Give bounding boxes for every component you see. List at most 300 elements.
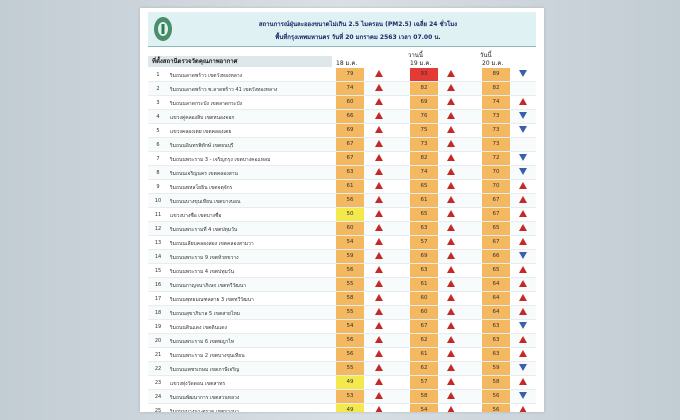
trend-up-icon	[519, 266, 527, 273]
day3-trend-cell	[512, 208, 534, 221]
day1-value-cell: 60	[336, 222, 364, 235]
trend-down-icon	[519, 154, 527, 161]
day3-value-cell: 82	[482, 82, 510, 95]
day3-value-cell: 64	[482, 306, 510, 319]
trend-up-icon	[447, 238, 455, 245]
day2-trend-cell	[440, 292, 462, 305]
station-name: ริมถนนลาดกระบัง เขตลาดกระบัง	[170, 101, 243, 107]
trend-up-icon	[375, 392, 383, 399]
day1-value-cell: 56	[336, 194, 364, 207]
trend-up-icon	[375, 350, 383, 357]
trend-down-icon	[519, 112, 527, 119]
trend-up-icon	[519, 238, 527, 245]
day1-value-cell: 50	[336, 208, 364, 221]
day2-trend-cell	[440, 96, 462, 109]
station-name: ริมถนนบางขุนเทียน เขตบางบอน	[170, 199, 241, 205]
day2-value-cell: 82	[410, 82, 438, 95]
day3-trend-cell	[512, 320, 534, 333]
day1-trend-cell	[368, 264, 390, 277]
day2-trend-cell	[440, 334, 462, 347]
day3-value-cell: 89	[482, 68, 510, 81]
trend-up-icon	[447, 196, 455, 203]
day1-trend-cell	[368, 404, 390, 412]
day2-trend-cell	[440, 222, 462, 235]
row-number: 20	[154, 338, 162, 344]
station-name: ริมถนนพระราม 6 เขตพญาไท	[170, 339, 235, 345]
row-number: 10	[154, 198, 162, 204]
day3-value-cell: 65	[482, 264, 510, 277]
day3-value-cell: 67	[482, 236, 510, 249]
row-number: 1	[156, 72, 160, 78]
day2-value-cell: 62	[410, 334, 438, 347]
trend-down-icon	[519, 392, 527, 399]
day1-value-cell: 58	[336, 292, 364, 305]
trend-up-icon	[519, 196, 527, 203]
trend-up-icon	[375, 406, 383, 412]
table-row	[148, 96, 536, 110]
table-row	[148, 166, 536, 180]
trend-up-icon	[447, 364, 455, 371]
trend-up-icon	[375, 322, 383, 329]
day2-trend-cell	[440, 82, 462, 95]
trend-down-icon	[519, 322, 527, 329]
trend-up-icon	[447, 350, 455, 357]
row-number: 21	[154, 352, 162, 358]
report-subtitle: พื้นที่กรุงเทพมหานคร วันที่ 20 มกราคม 2563 เวลา 07.00 น.	[275, 34, 441, 41]
day3-trend-cell	[512, 166, 534, 179]
day3-trend-cell	[512, 348, 534, 361]
trend-up-icon	[519, 224, 527, 231]
day1-value-cell: 49	[336, 404, 364, 412]
day2-trend-cell	[440, 180, 462, 193]
trend-up-icon	[447, 70, 455, 77]
day3-value-cell: 70	[482, 180, 510, 193]
day3-value-cell: 73	[482, 138, 510, 151]
table-row	[148, 68, 536, 82]
day2-value-cell: 60	[410, 306, 438, 319]
day1-trend-cell	[368, 194, 390, 207]
day2-trend-cell	[440, 68, 462, 81]
row-number: 17	[154, 296, 162, 302]
day1-value-cell: 53	[336, 390, 364, 403]
row-number: 4	[156, 114, 160, 120]
day2-trend-cell	[440, 166, 462, 179]
trend-up-icon	[375, 252, 383, 259]
day1-trend-cell	[368, 236, 390, 249]
table-row	[148, 82, 536, 96]
today-label: วันนี้	[480, 52, 492, 59]
day2-trend-cell	[440, 110, 462, 123]
table-row	[148, 264, 536, 278]
table-row	[148, 404, 536, 412]
table-row	[148, 334, 536, 348]
station-name: แขวงบางซื่อ เขตบางซื่อ	[170, 213, 222, 219]
day2-value-cell: 75	[410, 124, 438, 137]
day3-value-cell: 73	[482, 110, 510, 123]
station-name: ริมถนนสุขาภิบาล 5 เขตสายไหม	[170, 311, 241, 317]
day1-value-cell: 55	[336, 362, 364, 375]
trend-up-icon	[375, 294, 383, 301]
trend-up-icon	[447, 308, 455, 315]
row-number: 19	[154, 324, 162, 330]
row-number: 8	[156, 170, 160, 176]
row-number: 16	[154, 282, 162, 288]
trend-up-icon	[447, 112, 455, 119]
table-row	[148, 222, 536, 236]
day2-trend-cell	[440, 278, 462, 291]
report-header	[148, 12, 536, 47]
trend-up-icon	[519, 336, 527, 343]
trend-up-icon	[375, 140, 383, 147]
day3-trend-cell	[512, 390, 534, 403]
day1-value-cell: 79	[336, 68, 364, 81]
trend-up-icon	[375, 224, 383, 231]
table-row	[148, 208, 536, 222]
day1-value-cell: 67	[336, 138, 364, 151]
row-number: 23	[154, 380, 162, 386]
station-name: ริมถนนพระราม 2 เขตบางขุนเทียน	[170, 353, 245, 359]
day3-trend-cell	[512, 362, 534, 375]
trend-up-icon	[375, 70, 383, 77]
trend-up-icon	[519, 98, 527, 105]
trend-up-icon	[447, 406, 455, 412]
trend-up-icon	[375, 266, 383, 273]
day2-value-cell: 61	[410, 278, 438, 291]
table-row	[148, 348, 536, 362]
day1-column-header: 18 ม.ค.	[336, 60, 358, 67]
day1-value-cell: 55	[336, 278, 364, 291]
day1-trend-cell	[368, 292, 390, 305]
trend-up-icon	[375, 308, 383, 315]
trend-up-icon	[375, 336, 383, 343]
trend-up-icon	[447, 182, 455, 189]
trend-up-icon	[375, 280, 383, 287]
row-number: 5	[156, 128, 160, 134]
day2-trend-cell	[440, 124, 462, 137]
day2-trend-cell	[440, 404, 462, 412]
trend-up-icon	[447, 168, 455, 175]
trend-up-icon	[519, 308, 527, 315]
station-name: แขวงคู่คลองสิบ เขตหนองจอก	[170, 115, 235, 121]
day1-trend-cell	[368, 208, 390, 221]
trend-up-icon	[447, 126, 455, 133]
day2-value-cell: 65	[410, 208, 438, 221]
day2-value-cell: 67	[410, 320, 438, 333]
row-number: 18	[154, 310, 162, 316]
trend-up-icon	[375, 238, 383, 245]
day3-trend-cell	[512, 110, 534, 123]
day3-value-cell: 63	[482, 320, 510, 333]
day1-trend-cell	[368, 320, 390, 333]
trend-up-icon	[519, 182, 527, 189]
day1-trend-cell	[368, 390, 390, 403]
day3-value-cell: 63	[482, 348, 510, 361]
trend-up-icon	[447, 98, 455, 105]
station-name: ริมถนนบางนา-ตราด เขตบางนา	[170, 409, 239, 412]
day2-trend-cell	[440, 152, 462, 165]
day3-trend-cell	[512, 264, 534, 277]
day2-value-cell: 60	[410, 292, 438, 305]
table-row	[148, 124, 536, 138]
day2-trend-cell	[440, 376, 462, 389]
day3-trend-cell	[512, 376, 534, 389]
trend-up-icon	[447, 210, 455, 217]
trend-down-icon	[519, 126, 527, 133]
day3-value-cell: 65	[482, 222, 510, 235]
day1-value-cell: 56	[336, 264, 364, 277]
day1-value-cell: 55	[336, 306, 364, 319]
station-name: ริมถนนเลียบคลองสอง เขตคลองสามวา	[170, 241, 254, 247]
row-number: 15	[154, 268, 162, 274]
day1-value-cell: 63	[336, 166, 364, 179]
day2-trend-cell	[440, 208, 462, 221]
day2-trend-cell	[440, 320, 462, 333]
row-number: 24	[154, 394, 162, 400]
row-number: 25	[154, 408, 162, 412]
trend-up-icon	[519, 406, 527, 412]
day3-value-cell: 70	[482, 166, 510, 179]
trend-up-icon	[375, 196, 383, 203]
trend-down-icon	[519, 168, 527, 175]
day1-trend-cell	[368, 124, 390, 137]
row-number: 6	[156, 142, 160, 148]
day3-trend-cell	[512, 250, 534, 263]
table-row	[148, 250, 536, 264]
trend-up-icon	[375, 182, 383, 189]
table-row	[148, 180, 536, 194]
day2-value-cell: 63	[410, 222, 438, 235]
day3-trend-cell	[512, 180, 534, 193]
trend-up-icon	[447, 84, 455, 91]
station-name: ริมถนนเจริญนคร เขตคลองสาน	[170, 171, 238, 177]
day3-value-cell: 66	[482, 250, 510, 263]
day2-value-cell: 57	[410, 236, 438, 249]
yesterday-label: วานนี้	[408, 52, 423, 59]
day2-value-cell: 76	[410, 110, 438, 123]
trend-down-icon	[519, 364, 527, 371]
day1-trend-cell	[368, 138, 390, 151]
day3-value-cell: 64	[482, 278, 510, 291]
day1-trend-cell	[368, 250, 390, 263]
station-name: ริมถนนอินทรพิทักษ์ เขตธนบุรี	[170, 143, 234, 149]
day1-value-cell: 54	[336, 320, 364, 333]
day2-value-cell: 73	[410, 138, 438, 151]
day3-trend-cell	[512, 96, 534, 109]
row-number: 22	[154, 366, 162, 372]
trend-up-icon	[447, 224, 455, 231]
pm25-table	[148, 68, 536, 412]
day2-column-header: 19 ม.ค.	[410, 60, 432, 67]
trend-up-icon	[447, 252, 455, 259]
trend-up-icon	[447, 378, 455, 385]
station-name: ริมถนนพหลโยธิน เขตจตุจักร	[170, 185, 233, 191]
trend-up-icon	[375, 154, 383, 161]
table-row	[148, 306, 536, 320]
day1-value-cell: 67	[336, 152, 364, 165]
day3-trend-cell	[512, 236, 534, 249]
trend-up-icon	[447, 154, 455, 161]
report-title: สถานการณ์ฝุ่นละอองขนาดไม่เกิน 2.5 ไมครอน (PM2.5) เฉลี่ย 24 ชั่วโมง	[258, 21, 458, 28]
station-name: แขวงคลองเตย เขตคลองเตย	[170, 129, 232, 135]
station-name: ริมถนนเพชรเกษม เขตภาษีเจริญ	[170, 367, 240, 373]
row-number: 3	[156, 100, 160, 106]
day3-trend-cell	[512, 152, 534, 165]
trend-up-icon	[519, 280, 527, 287]
day1-value-cell: 49	[336, 376, 364, 389]
day1-trend-cell	[368, 362, 390, 375]
day1-value-cell: 59	[336, 250, 364, 263]
trend-up-icon	[375, 98, 383, 105]
trend-up-icon	[519, 350, 527, 357]
day1-value-cell: 66	[336, 110, 364, 123]
table-row	[148, 138, 536, 152]
trend-up-icon	[447, 140, 455, 147]
day2-value-cell: 57	[410, 376, 438, 389]
station-name: ริมถนนดินแดง เขตดินแดง	[170, 325, 227, 331]
day3-value-cell: 58	[482, 376, 510, 389]
row-number: 9	[156, 184, 160, 190]
trend-up-icon	[375, 364, 383, 371]
trend-up-icon	[375, 210, 383, 217]
day3-value-cell: 64	[482, 292, 510, 305]
day1-trend-cell	[368, 96, 390, 109]
day3-value-cell: 56	[482, 404, 510, 412]
station-name: ริมถนนพุทธมณฑลสาย 3 เขตทวีวัฒนา	[170, 297, 254, 303]
trend-up-icon	[447, 280, 455, 287]
day3-trend-cell	[512, 222, 534, 235]
day1-value-cell: 61	[336, 180, 364, 193]
table-row	[148, 376, 536, 390]
day1-trend-cell	[368, 222, 390, 235]
pm25-report-sheet	[140, 8, 544, 412]
day1-trend-cell	[368, 348, 390, 361]
day2-value-cell: 65	[410, 180, 438, 193]
day1-trend-cell	[368, 166, 390, 179]
table-row	[148, 278, 536, 292]
station-name: ริมถนนกาญจนาภิเษก เขตทวีวัฒนา	[170, 283, 247, 289]
trend-up-icon	[447, 392, 455, 399]
day3-trend-cell	[512, 278, 534, 291]
day2-value-cell: 82	[410, 152, 438, 165]
trend-up-icon	[447, 266, 455, 273]
day1-trend-cell	[368, 306, 390, 319]
day2-value-cell: 54	[410, 404, 438, 412]
day1-value-cell: 74	[336, 82, 364, 95]
row-number: 14	[154, 254, 162, 260]
table-row	[148, 362, 536, 376]
day2-trend-cell	[440, 306, 462, 319]
day2-value-cell: 63	[410, 264, 438, 277]
trend-up-icon	[447, 322, 455, 329]
table-row	[148, 152, 536, 166]
table-row	[148, 320, 536, 334]
day1-trend-cell	[368, 376, 390, 389]
station-name: ริมถนนลาดพร้าว ซ.ลาดพร้าว 41 เขตวังทองหลาง	[170, 87, 278, 93]
day3-trend-cell	[512, 404, 534, 412]
day3-value-cell: 67	[482, 194, 510, 207]
station-name: ริมถนนพระราม 9 เขตห้วยขวาง	[170, 255, 239, 261]
trend-up-icon	[375, 126, 383, 133]
day2-value-cell: 74	[410, 166, 438, 179]
table-row	[148, 292, 536, 306]
day1-trend-cell	[368, 278, 390, 291]
day2-value-cell: 58	[410, 390, 438, 403]
day3-value-cell: 74	[482, 96, 510, 109]
day2-value-cell: 93	[410, 68, 438, 81]
day2-trend-cell	[440, 362, 462, 375]
trend-up-icon	[519, 210, 527, 217]
table-row	[148, 110, 536, 124]
day1-value-cell: 69	[336, 124, 364, 137]
day3-trend-cell	[512, 68, 534, 81]
day1-value-cell: 56	[336, 334, 364, 347]
day2-trend-cell	[440, 264, 462, 277]
day2-value-cell: 69	[410, 96, 438, 109]
trend-up-icon	[447, 336, 455, 343]
day3-value-cell: 59	[482, 362, 510, 375]
day1-value-cell: 54	[336, 236, 364, 249]
day3-trend-cell	[512, 334, 534, 347]
day2-trend-cell	[440, 390, 462, 403]
day3-value-cell: 72	[482, 152, 510, 165]
trend-down-icon	[519, 70, 527, 77]
day3-trend-cell	[512, 292, 534, 305]
day3-value-cell: 67	[482, 208, 510, 221]
day2-trend-cell	[440, 194, 462, 207]
day3-value-cell: 63	[482, 334, 510, 347]
day3-value-cell: 73	[482, 124, 510, 137]
table-row	[148, 390, 536, 404]
trend-up-icon	[375, 378, 383, 385]
trend-up-icon	[375, 112, 383, 119]
row-number: 13	[154, 240, 162, 246]
day1-trend-cell	[368, 334, 390, 347]
table-row	[148, 194, 536, 208]
day1-value-cell: 56	[336, 348, 364, 361]
trend-up-icon	[447, 294, 455, 301]
day3-trend-cell	[512, 306, 534, 319]
day3-trend-cell	[512, 138, 534, 151]
day3-trend-cell	[512, 194, 534, 207]
row-number: 7	[156, 156, 160, 162]
day1-trend-cell	[368, 152, 390, 165]
station-name: ริมถนนพระราม 3 - เจริญกรุง เขตบางคอแหลม	[170, 157, 271, 163]
trend-down-icon	[519, 252, 527, 259]
trend-up-icon	[375, 84, 383, 91]
trend-up-icon	[375, 168, 383, 175]
site-column-header: ที่ตั้งสถานีตรวจวัดคุณภาพอากาศ	[148, 56, 332, 67]
row-number: 2	[156, 86, 160, 92]
station-name: ริมถนนพระราม 4 เขตปทุมวัน	[170, 269, 235, 275]
day1-value-cell: 60	[336, 96, 364, 109]
day2-trend-cell	[440, 348, 462, 361]
day1-trend-cell	[368, 110, 390, 123]
station-name: ริมถนนพระรามที่ 4 เขตปทุมวัน	[170, 227, 238, 233]
station-name: ริมถนนพัฒนาการ เขตสวนหลวง	[170, 395, 240, 401]
day2-trend-cell	[440, 250, 462, 263]
day3-trend-cell	[512, 82, 534, 95]
table-row	[148, 236, 536, 250]
day2-trend-cell	[440, 236, 462, 249]
row-number: 12	[154, 226, 162, 232]
station-name: แขวงทุ่งวัดดอน เขตสาทร	[170, 381, 226, 387]
day2-value-cell: 69	[410, 250, 438, 263]
row-number: 11	[154, 212, 162, 218]
day1-trend-cell	[368, 68, 390, 81]
trend-up-icon	[519, 294, 527, 301]
day1-trend-cell	[368, 180, 390, 193]
day3-column-header: 20 ม.ค.	[482, 60, 504, 67]
